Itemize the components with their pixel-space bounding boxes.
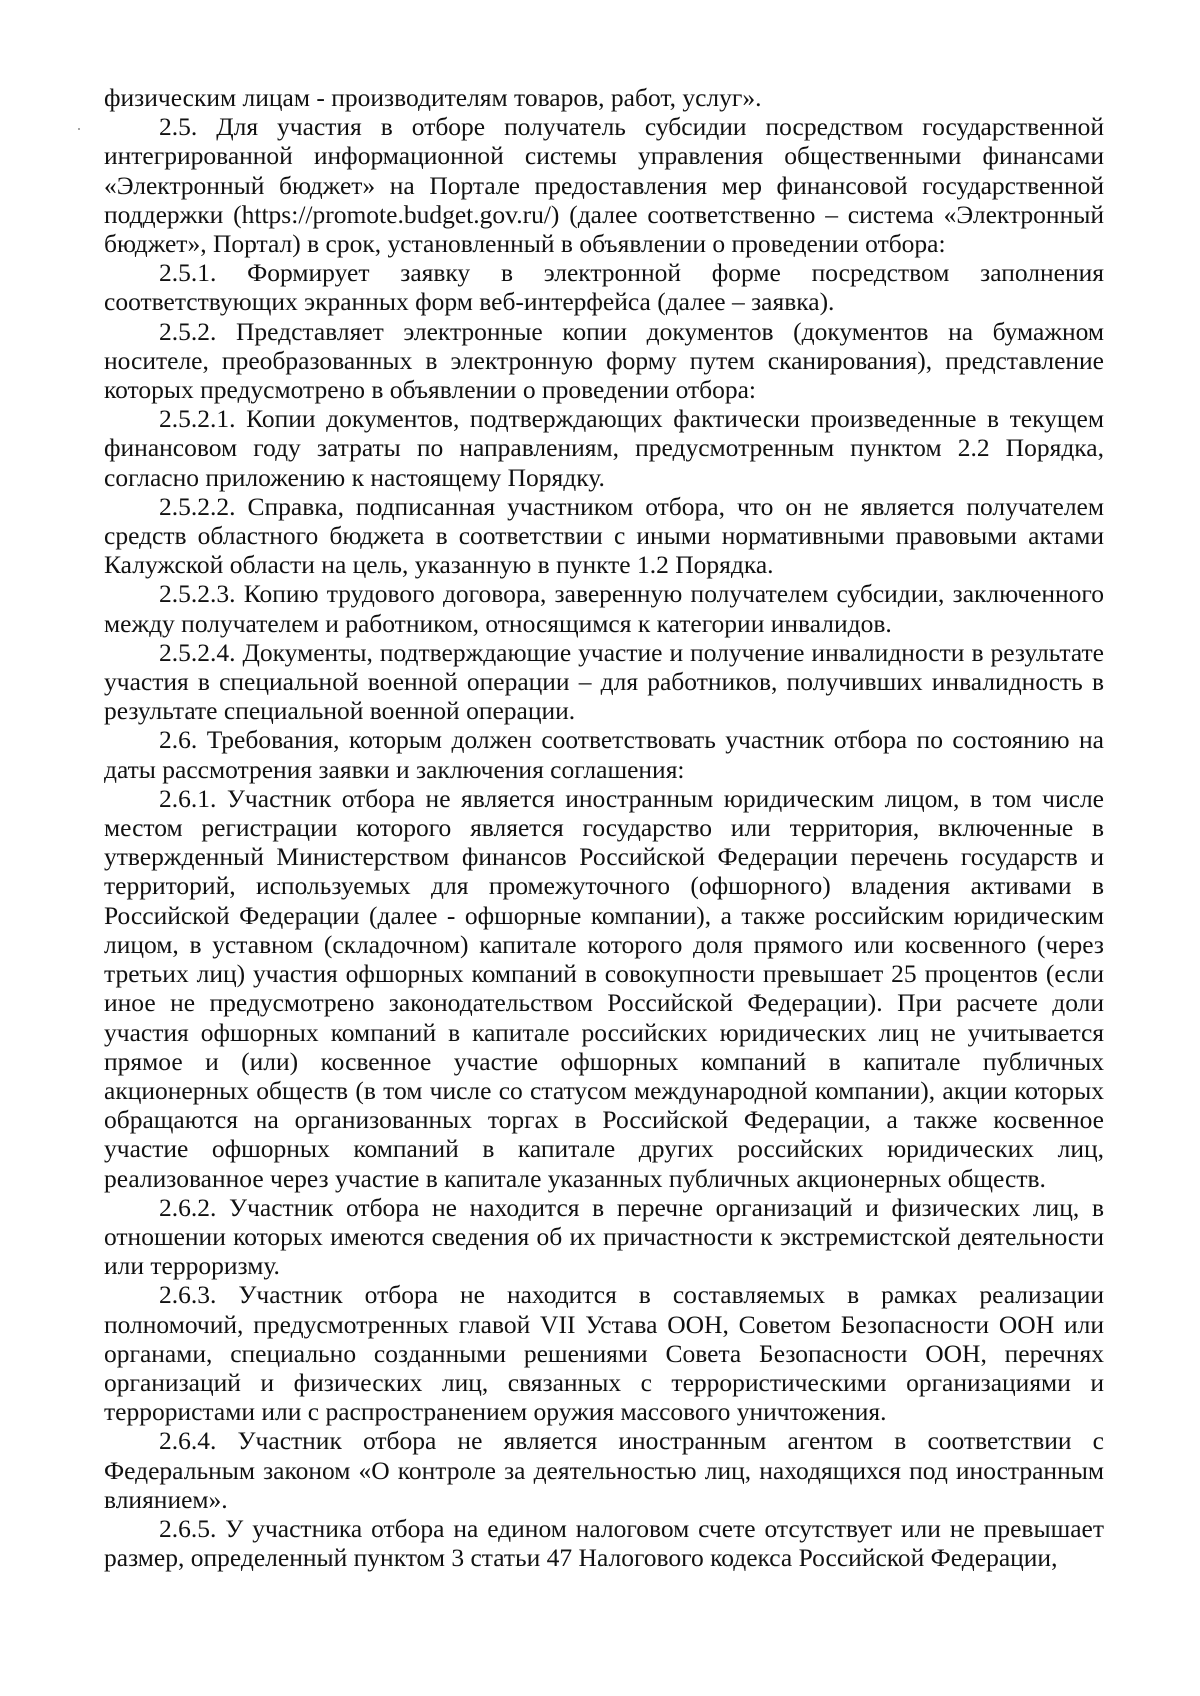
- paragraph-2-6-3: 2.6.3. Участник отбора не находится в составляемых в рамках реализации полномочий, предусмотренных главой VII Устава ООН, Советом Безопасности ООН или органами, специально созданными решениями Совета Безопасности ООН, перечнях организаций и физических лиц, связанных с террористическими организациями и террористами или с распространением оружия массового уничтожения.: [104, 1280, 1104, 1427]
- paragraph-2-5-1: 2.5.1. Формирует заявку в электронной форме посредством заполнения соответствующих экранных форм веб-интерфейса (далее – заявка).: [104, 258, 1104, 317]
- paragraph-2-6-2: 2.6.2. Участник отбора не находится в перечне организаций и физических лиц, в отношении которых имеются сведения об их причастности к экстремистской деятельности или терроризму.: [104, 1192, 1104, 1281]
- scan-speck: [78, 128, 80, 130]
- paragraph-2-6-5: 2.6.5. У участника отбора на едином налоговом счете отсутствует или не превышает размер, определенный пунктом 3 статьи 47 Налогового кодекса Российской Федерации,: [104, 1513, 1104, 1573]
- paragraph-2-6: 2.6. Требования, которым должен соответствовать участник отбора по состоянию на даты рассмотрения заявки и заключения соглашения:: [104, 725, 1104, 784]
- paragraph-2-5-2: 2.5.2. Представляет электронные копии документов (документов на бумажном носителе, преобразованных в электронную форму путем сканирования), представление которых предусмотрено в объявлении о проведении отбора:: [104, 316, 1104, 405]
- paragraph-2-6-4: 2.6.4. Участник отбора не является иностранным агентом в соответствии с Федеральным законом «О контроле за деятельностью лиц, находящихся под иностранным влиянием».: [104, 1426, 1104, 1514]
- document-body: [104, 83, 1104, 1572]
- paragraph-2-5-2-4: 2.5.2.4. Документы, подтверждающие участие и получение инвалидности в результате участия в специальной военной операции – для работников, получивших инвалидность в результате специальной военной операции.: [104, 637, 1104, 726]
- paragraph-2-5-2-1: 2.5.2.1. Копии документов, подтверждающих фактически произведенные в текущем финансовом году затраты по направлениям, предусмотренным пунктом 2.2 Порядка, согласно приложению к настоящему Порядку.: [104, 404, 1104, 492]
- paragraph-2-5-2-3: 2.5.2.3. Копию трудового договора, заверенную получателем субсидии, заключенного между получателем и работником, относящимся к категории инвалидов.: [104, 579, 1104, 638]
- paragraph-continuation: физическим лицам - производителям товаров, работ, услуг».: [104, 83, 762, 112]
- paragraph-2-6-1: 2.6.1. Участник отбора не является иностранным юридическим лицом, в том числе местом регистрации которого является государство или территория, включенные в утвержденный Министерством финансов Российской Федерации перечень государств и территорий, используемых для промежуточного (офшорного) владения активами в Российской Федерации (далее - офшорные компании), а также российским юридическим лицом, в уставном (складочном) капитале которого доля прямого или косвенного (через третьих лиц) участия офшорных компаний в совокупности превышает 25 процентов (если иное не предусмотрено законодательством Российской Федерации). При расчете доли участия офшорных компаний в капитале российских юридических лиц не учитывается прямое и (или) косвенное участие офшорных компаний в капитале публичных акционерных обществ (в том числе со статусом международной компании), акции которых обращаются на организованных торгах в Российской Федерации, а также косвенное участие офшорных компаний в капитале других российских юридических лиц, реализованное через участие в капитале указанных публичных акционерных обществ.: [104, 783, 1104, 1193]
- paragraph-2-5-2-2: 2.5.2.2. Справка, подписанная участником отбора, что он не является получателем средств областного бюджета в соответствии с иными нормативными правовыми актами Калужской области на цель, указанную в пункте 1.2 Порядка.: [104, 491, 1104, 580]
- paragraph-2-5: 2.5. Для участия в отборе получатель субсидии посредством государственной интегрированной информационной системы управления общественными финансами «Электронный бюджет» на Портале предоставления мер финансовой государственной поддержки (https://promote.budget.gov.ru/) (далее соответственно – система «Электронный бюджет», Портал) в срок, установленный в объявлении о проведении отбора:: [104, 112, 1104, 259]
